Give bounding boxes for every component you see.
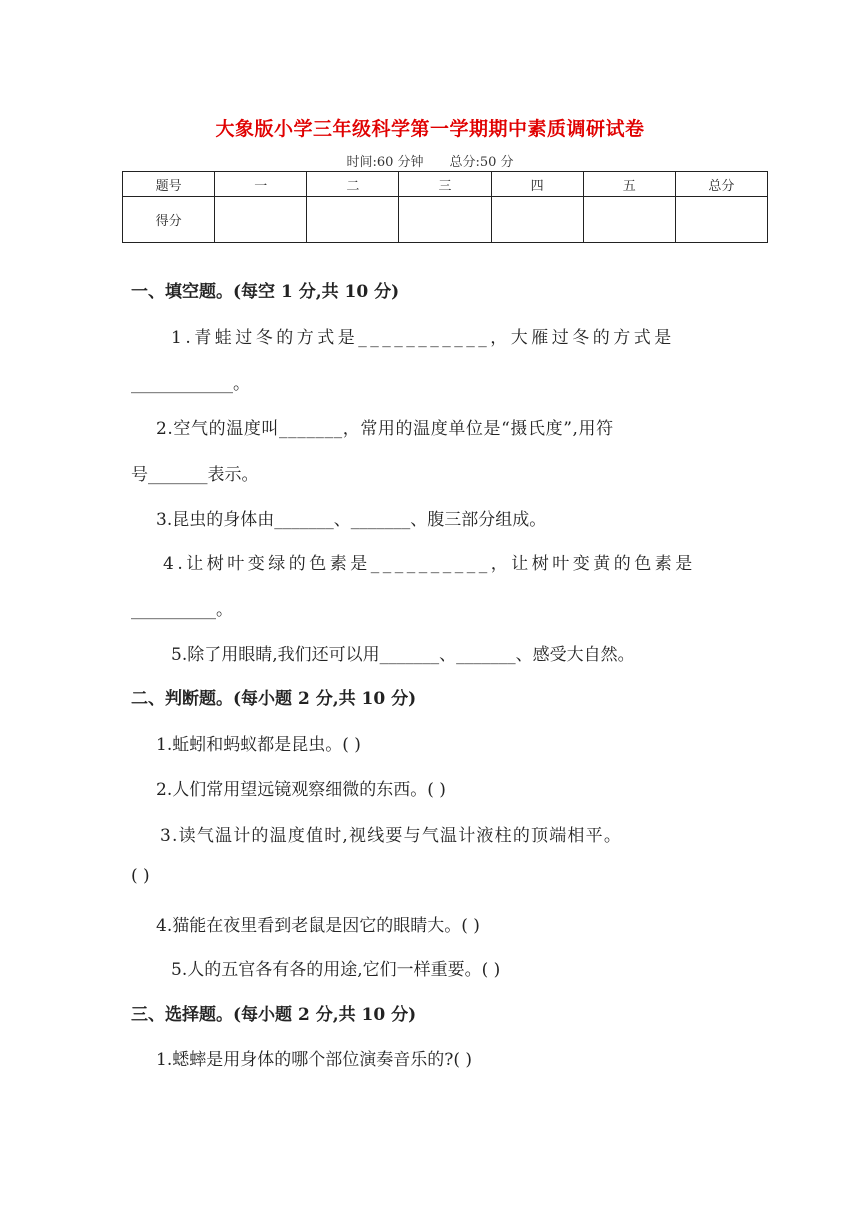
score-table-header: 四 bbox=[491, 172, 583, 197]
question-line: 2.空气的温度叫_______，常用的温度单位是“摄氏度”,用符 bbox=[156, 419, 614, 439]
score-table-header: 题号 bbox=[123, 172, 215, 197]
score-cell bbox=[307, 197, 399, 243]
question-line: 5.除了用眼睛,我们还可以用_______、_______、感受大自然。 bbox=[171, 645, 635, 665]
score-cell bbox=[675, 197, 767, 243]
question-line: 5.人的五官各有各的用途,它们一样重要。( ) bbox=[171, 960, 501, 980]
question-line: 3.昆虫的身体由_______、_______、腹三部分组成。 bbox=[156, 510, 547, 530]
section-heading: 三、选择题。(每小题 2 分,共 10 分) bbox=[131, 1005, 417, 1025]
exam-total-score: 总分:50 分 bbox=[449, 155, 514, 170]
question-line: 3.读气温计的温度值时,视线要与气温计液柱的顶端相平。 bbox=[160, 826, 623, 846]
exam-time: 时间:60 分钟 bbox=[346, 155, 424, 170]
score-table-header: 二 bbox=[307, 172, 399, 197]
question-line: 1.青蛙过冬的方式是___________，大雁过冬的方式是 bbox=[171, 328, 675, 348]
score-table-header: 五 bbox=[583, 172, 675, 197]
score-row-label: 得分 bbox=[123, 197, 215, 243]
question-line: __________。 bbox=[131, 600, 233, 620]
score-cell bbox=[491, 197, 583, 243]
section-heading: 一、填空题。(每空 1 分,共 10 分) bbox=[131, 282, 400, 302]
question-line: 1.蚯蚓和蚂蚁都是昆虫。( ) bbox=[156, 735, 361, 755]
score-table-header: 一 bbox=[215, 172, 307, 197]
question-line: 2.人们常用望远镜观察细微的东西。( ) bbox=[156, 780, 446, 800]
score-cell bbox=[583, 197, 675, 243]
question-line: ( ) bbox=[131, 866, 150, 886]
question-line: 4.让树叶变绿的色素是__________，让树叶变黄的色素是 bbox=[163, 554, 696, 574]
question-line: 4.猫能在夜里看到老鼠是因它的眼睛大。( ) bbox=[156, 916, 480, 936]
exam-info bbox=[0, 151, 860, 170]
score-cell bbox=[399, 197, 491, 243]
score-table-score-row bbox=[123, 197, 768, 243]
score-table-header: 三 bbox=[399, 172, 491, 197]
score-table bbox=[122, 171, 768, 243]
question-line: 1.蟋蟀是用身体的哪个部位演奏音乐的?( ) bbox=[156, 1050, 473, 1070]
question-line: ____________。 bbox=[131, 374, 250, 394]
score-table-header: 总分 bbox=[675, 172, 767, 197]
page-title: 大象版小学三年级科学第一学期期中素质调研试卷 bbox=[215, 118, 645, 140]
question-line: 号_______表示。 bbox=[131, 465, 259, 485]
score-table-header-row bbox=[123, 172, 768, 197]
section-heading: 二、判断题。(每小题 2 分,共 10 分) bbox=[131, 689, 417, 709]
score-cell bbox=[215, 197, 307, 243]
